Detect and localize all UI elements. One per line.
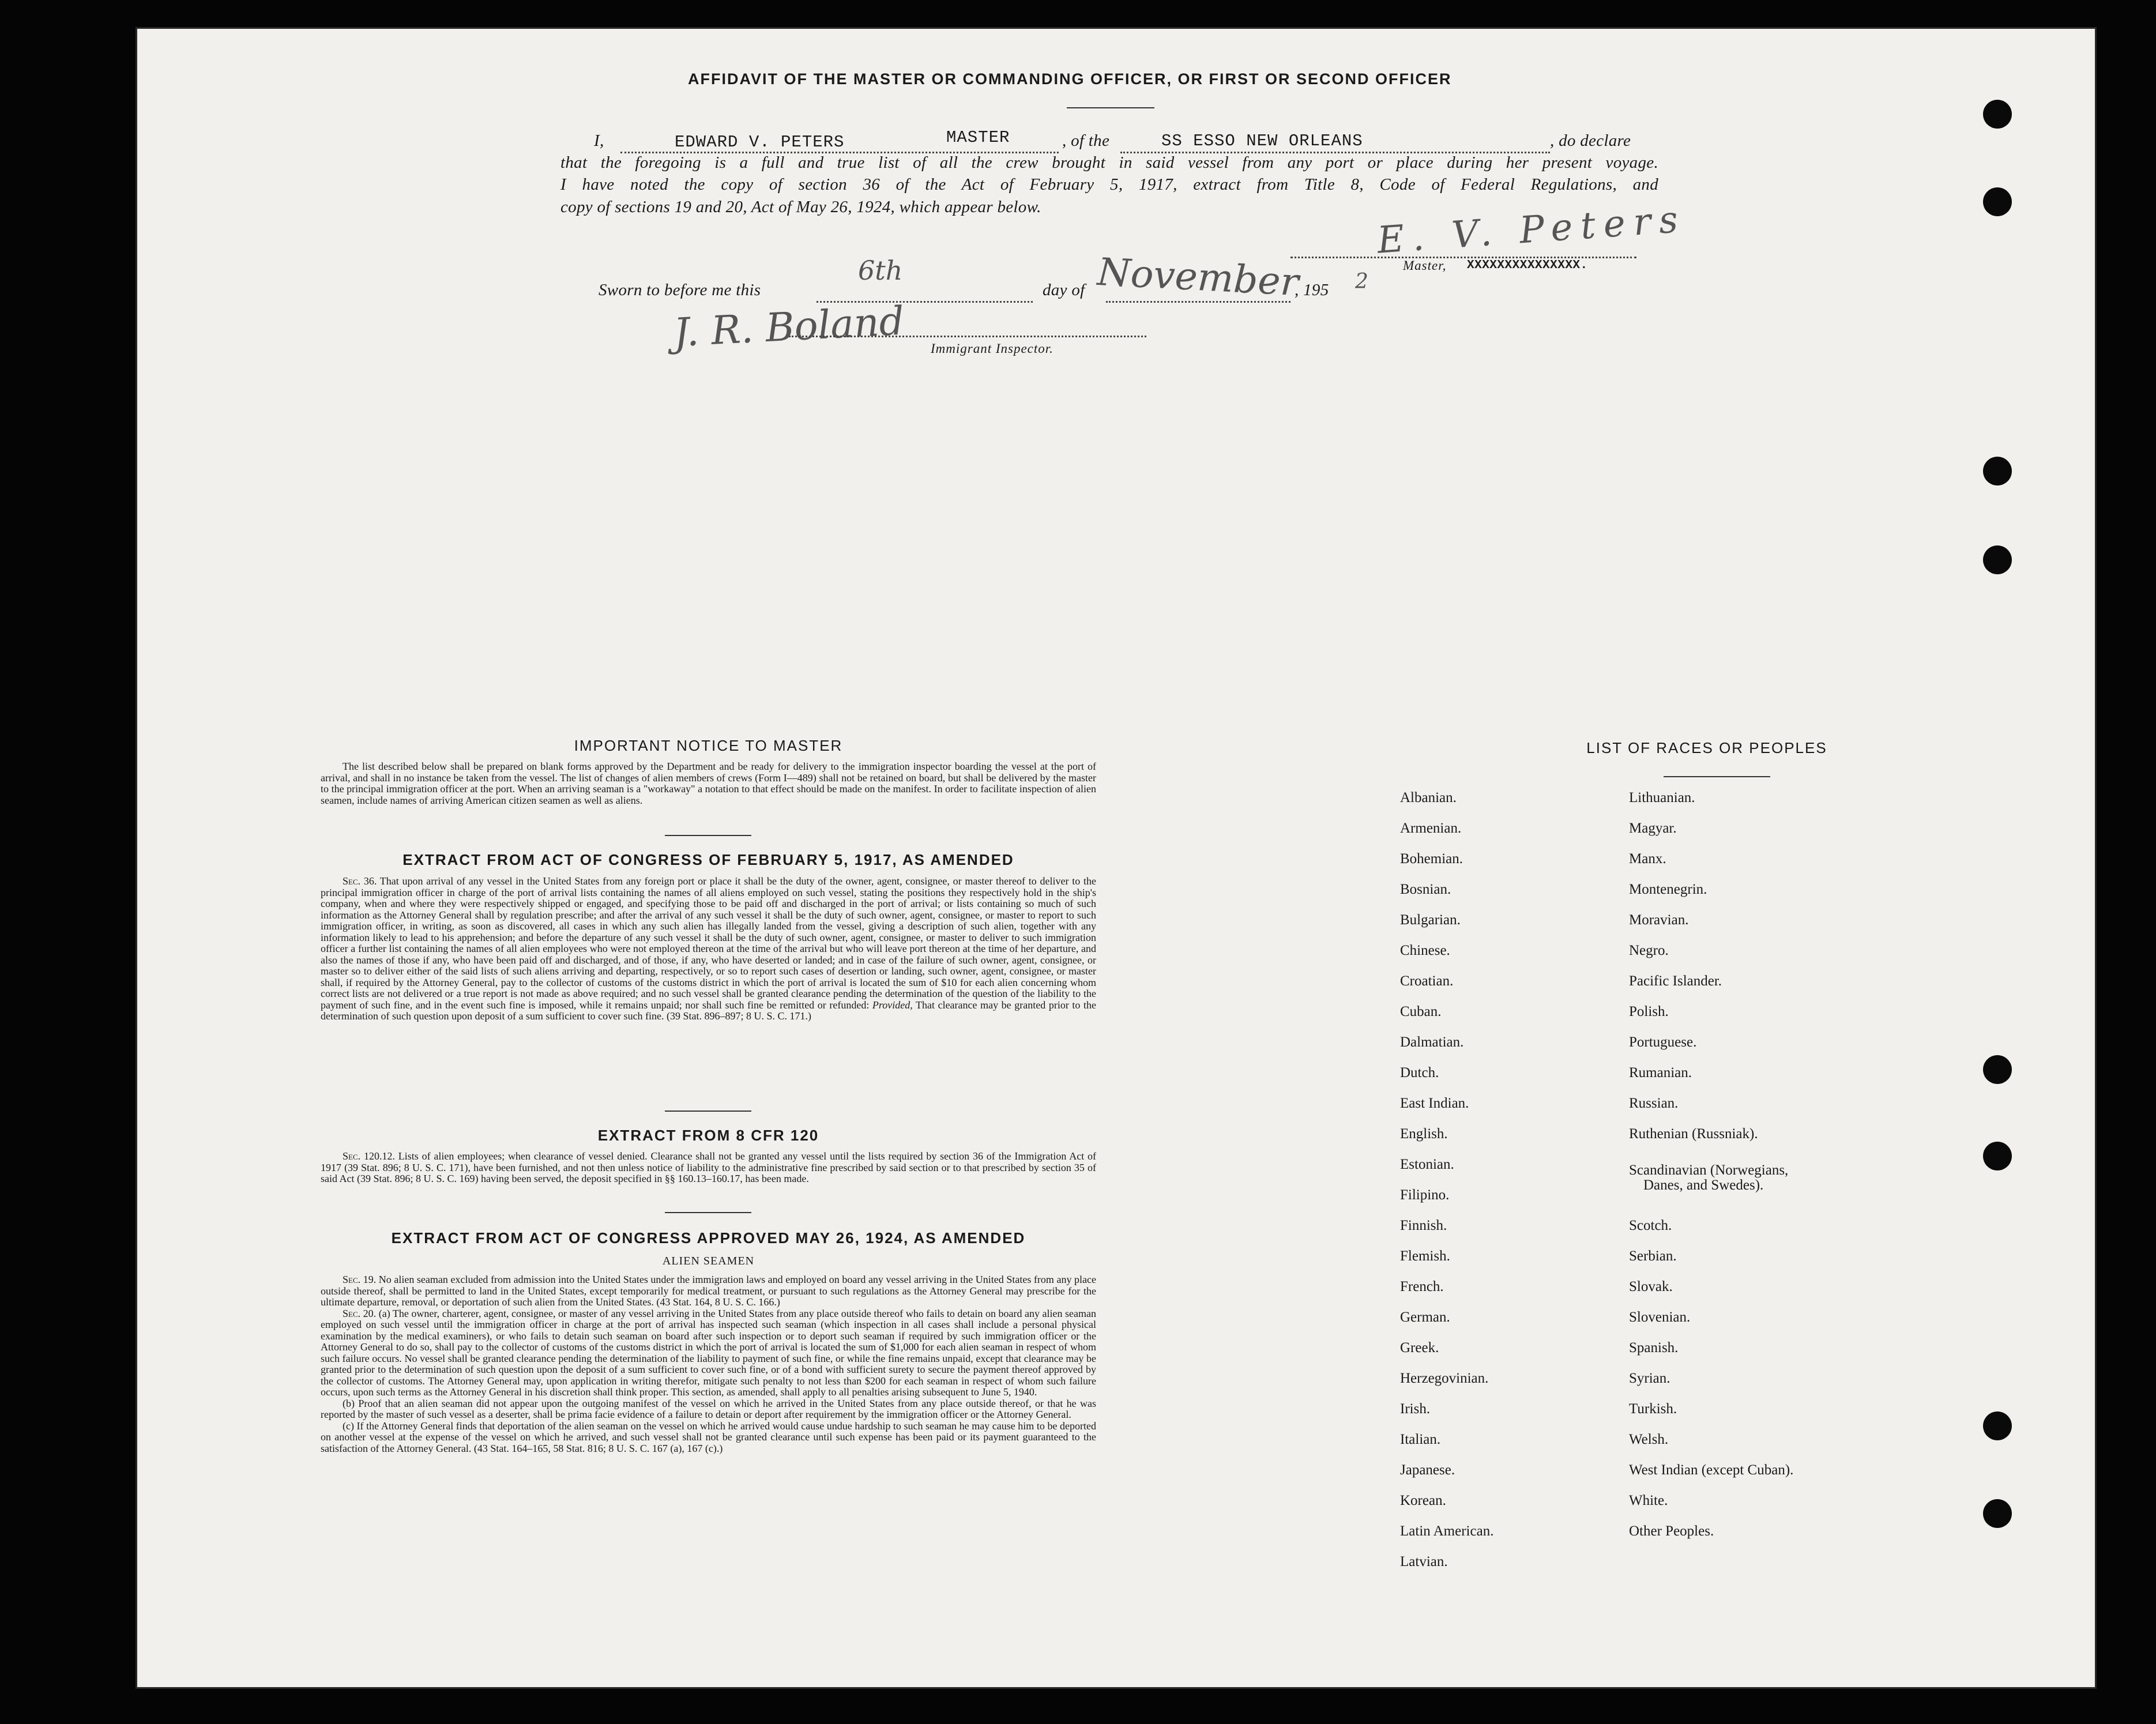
binder-hole	[1983, 1411, 2012, 1440]
of-the-label: , of the	[1062, 131, 1110, 150]
declaration-line-2: that the foregoing is a full and true list of all the crew brought in said vessel from any port or place during her present voyage.	[560, 153, 1658, 172]
race-item: Rumanian.	[1629, 1065, 1692, 1081]
binder-hole	[1983, 457, 2012, 485]
binder-hole	[1983, 1142, 2012, 1170]
race-item: Turkish.	[1629, 1401, 1677, 1417]
sec-120-label: Sec. 120.12.	[343, 1150, 395, 1162]
race-item: Latin American.	[1400, 1523, 1494, 1539]
sec-36-label: Sec. 36.	[343, 875, 377, 887]
races-title: LIST OF RACES OR PEOPLES	[1586, 739, 1827, 756]
extract-8cfr-title: EXTRACT FROM 8 CFR 120	[597, 1127, 819, 1144]
vessel-name: SS ESSO NEW ORLEANS	[1161, 131, 1363, 150]
race-item: Portuguese.	[1629, 1034, 1697, 1050]
sec-20-label: Sec. 20.	[343, 1307, 377, 1319]
race-item: English.	[1400, 1126, 1448, 1142]
race-item: Serbian.	[1629, 1248, 1677, 1264]
race-item: Russian.	[1629, 1096, 1679, 1111]
master-signature-line	[1290, 257, 1636, 258]
race-item: West Indian (except Cuban).	[1629, 1462, 1794, 1478]
race-item: Chinese.	[1400, 943, 1450, 958]
section-rule	[665, 1111, 751, 1112]
race-item: Bosnian.	[1400, 882, 1451, 897]
sec-20b-paragraph: (b) Proof that an alien seaman did not appear upon the outgoing manifest of the vessel on which he arrived in the United States from any place outside thereof, or that he was reported by the master of such vessel as a deserter, shall be prima facie evidence of a failure to detain or deport after requirement by the immigration officer or the Attorney General.	[321, 1397, 1096, 1420]
struck-officer-title: XXXXXXXXXXXXXXX.	[1467, 259, 1588, 272]
sec-19-paragraph	[321, 1274, 1096, 1308]
race-item: Albanian.	[1400, 790, 1457, 805]
race-item: Herzegovinian.	[1400, 1371, 1489, 1386]
race-item: East Indian.	[1400, 1096, 1469, 1111]
month-value: November	[1096, 249, 1300, 305]
race-item: Manx.	[1629, 851, 1666, 867]
sec-36-text-end: That clearance may be granted prior to the determination of such question upon deposit of a sum sufficient to cover such fine. (39 Stat. 896–897; 8 U. S. C. 171.)	[321, 999, 1096, 1022]
sec-120-text: Lists of alien employees; when clearance of vessel denied. Clearance shall not be granted any vessel until the lists required by section 36 of the Immigration Act of 1917 (39 Stat. 896; 8 U. S. C. 171), have been furnished, and not then unless notice of liability to the administrative fine prescribed by said section or to that prescribed by section 35 of said Act (39 Stat. 896; 8 U. S. C. 169) having been served, the deposit specified in §§ 160.13–160.17, has been made.	[321, 1150, 1097, 1184]
race-item: Slovak.	[1629, 1279, 1673, 1294]
inspector-signature: J. R. Boland	[672, 298, 905, 356]
race-item: Greek.	[1400, 1340, 1439, 1356]
master-rank: MASTER	[946, 128, 1010, 147]
extract-1924-title: EXTRACT FROM ACT OF CONGRESS APPROVED MAY 26, 1924, AS AMENDED	[391, 1229, 1026, 1247]
race-item: Negro.	[1629, 943, 1669, 958]
notice-title: IMPORTANT NOTICE TO MASTER	[574, 737, 843, 754]
race-item: Filipino.	[1400, 1187, 1450, 1203]
race-item: Bohemian.	[1400, 851, 1463, 867]
declaration-line-3: I have noted the copy of section 36 of the Act of February 5, 1917, extract from Title 8, Code of Federal Regulations, and	[560, 175, 1658, 194]
extract-1917-title: EXTRACT FROM ACT OF CONGRESS OF FEBRUARY 5, 1917, AS AMENDED	[402, 851, 1014, 868]
race-item: French.	[1400, 1279, 1444, 1294]
race-item: Ruthenian (Russniak).	[1629, 1126, 1758, 1142]
race-item: Croatian.	[1400, 973, 1454, 989]
year-prefix: , 195	[1295, 281, 1329, 299]
sec-36-text: That upon arrival of any vessel in the United States from any foreign port or place it shall be the duty of the owner, agent, consignee, or master thereof to deliver to the principal immigration officer in charge of the port of arrival lists containing the names of all aliens employed on such vessel, stating the positions they respectively hold in the ship's company, when and where they were respectively shipped or engaged, and specifying those to be paid off and discharged in the port of arrival; or lists containing so much of such information as the Attorney General shall by regulation prescribe; and after the arrival of any such vessel it shall be the duty of such owner, agent, consignee, or master to report to such immigration officer, in writing, as soon as discovered, all cases in which any such alien has illegally landed from the vessel, giving a description of such alien, together with any information likely to lead to his apprehension; and before the departure of any such vessel it shall be the duty of such owner, agent, consignee, or master to deliver to such immigration officer a further list containing the names of all alien employees who were not employed thereon at the time of the arrival but who will leave port thereon at the time of her departure, and also the names of those if any, who have been paid off and discharged, and of those, if any, who have deserted or landed; and in case of the failure of such owner, agent, consignee, or master so to deliver either of the said lists of such aliens arriving and departing, respectively, or so to report such cases of desertion or landing, such owner, agent, consignee, or master shall, if required by the Attorney General, pay to the collector of customs of the customs district in which the port of arrival is located the sum of $10 for each alien concerning whom correct lists are not delivered or a true report is not made as above required; and no such vessel shall be granted clearance pending the determination of the question of the liability to the payment of such fine, and in the event such fine is imposed, while it remains unpaid; nor shall such fine be remitted or refunded:	[321, 875, 1096, 1011]
race-item: Moravian.	[1629, 912, 1689, 928]
sec-19-label: Sec. 19.	[343, 1274, 377, 1285]
sec-19-text: No alien seaman excluded from admission into the United States under the immigration laws and employed on board any vessel arriving in the United States from any place outside thereof, shall be permitted to land in the United States, except temporarily for medical treatment, or pursuant to such regulations as the Attorney General may prescribe for the ultimate departure, removal, or deportation of such alien from the United States. (43 Stat. 164, 8 U. S. C. 166.)	[321, 1274, 1097, 1308]
race-item: Slovenian.	[1629, 1309, 1691, 1325]
race-item: Cuban.	[1400, 1004, 1442, 1019]
inspector-line	[789, 336, 1146, 337]
race-item: Pacific Islander.	[1629, 973, 1722, 989]
binder-hole	[1983, 1055, 2012, 1084]
race-item: Lithuanian.	[1629, 790, 1695, 805]
do-declare-label: , do declare	[1550, 131, 1631, 150]
race-item: Scotch.	[1629, 1218, 1672, 1233]
race-item: Irish.	[1400, 1401, 1431, 1417]
race-item: Syrian.	[1629, 1371, 1670, 1386]
binder-hole	[1983, 1499, 2012, 1528]
day-value: 6th	[858, 255, 903, 286]
extract-1924-body	[321, 1274, 1096, 1454]
declaration-line-4: copy of sections 19 and 20, Act of May 26, 1924, which appear below.	[560, 198, 1041, 216]
race-item: Japanese.	[1400, 1462, 1455, 1478]
race-item: Welsh.	[1629, 1432, 1669, 1447]
sworn-label: Sworn to before me this	[599, 281, 761, 299]
i-label: I,	[594, 131, 604, 150]
master-caption: Master,	[1403, 258, 1447, 273]
race-item: Danes, and Swedes).	[1643, 1177, 1764, 1193]
binder-hole	[1983, 187, 2012, 216]
race-item: Other Peoples.	[1629, 1523, 1714, 1539]
master-signature: E. V. Peters	[1376, 198, 1688, 262]
title-rule	[1067, 107, 1154, 108]
sec-20a-text: (a) The owner, charterer, agent, consignee, or master of any vessel arriving in the United States from any place outside thereof who fails to detain on board any alien seaman employed on such vessel until the immigration officer in charge at the port of arrival has inspected such seaman (which inspection in all cases shall include a personal physical examination by the medical examiners), or who fails to detain such seaman on board after such inspection or to deport such seaman if required by such immigration officer or the Attorney General to do so, shall pay to the collector of customs of the customs district in which the port of arrival is located the sum of $1,000 for each alien seaman in respect of whom such failure occurs. No vessel shall be granted clearance pending the determination of the liability to payment of such fine, or while the fine remains unpaid, except that clearance may be granted prior to the determination of such question upon the deposit of a sum sufficient to cover such fine, or of a bond with sufficient surety to secure the payment thereof approved by the collector of customs. The Attorney General may, upon application in writing therefor, mitigate such penalty to not less than $200 for each seaman in respect of whom such failure occurs, upon such terms as the Attorney General in his discretion shall think proper. This section, as amended, shall apply to all penalties arising subsequent to June 5, 1940.	[321, 1307, 1097, 1398]
race-item: Estonian.	[1400, 1157, 1454, 1172]
document-page	[137, 29, 2095, 1687]
race-item: Scandinavian (Norwegians,	[1629, 1162, 1789, 1178]
extract-1924-subtitle: ALIEN SEAMEN	[662, 1255, 755, 1267]
section-rule	[665, 835, 751, 836]
race-item: Korean.	[1400, 1493, 1446, 1508]
race-item: Magyar.	[1629, 820, 1677, 836]
races-rule	[1664, 776, 1770, 777]
day-of-label: day of	[1043, 281, 1085, 299]
binder-hole	[1983, 100, 2012, 129]
binder-hole	[1983, 545, 2012, 574]
affidavit-title: AFFIDAVIT OF THE MASTER OR COMMANDING OFFICER, OR FIRST OR SECOND OFFICER	[688, 70, 1452, 88]
race-item: Armenian.	[1400, 820, 1462, 836]
race-item: Polish.	[1629, 1004, 1669, 1019]
race-item: White.	[1629, 1493, 1668, 1508]
notice-text: The list described below shall be prepared on blank forms approved by the Department and be ready for delivery to the immigration inspector boarding the vessel at the port of arrival, and shall in no instance be taken from the vessel. The list of changes of alien members of crews (Form I—489) shall not be retained on board, but shall be delivered by the master to the principal immigration officer at the port. When an arriving seaman is a "workaway" a notation to that effect should be made on the manifest. In order to facilitate inspection of alien seamen, include names of arriving American citizen seamen as well as aliens.	[321, 761, 1096, 806]
master-name: EDWARD V. PETERS	[675, 133, 845, 152]
race-item: Latvian.	[1400, 1554, 1448, 1569]
race-item: Italian.	[1400, 1432, 1441, 1447]
sec-20c-paragraph: (c) If the Attorney General finds that deportation of the alien seaman on the vessel on which he arrived would cause undue hardship to such seaman he may cause him to be deported on another vessel at the expense of the vessel on which he arrived, and such vessel shall not be granted clearance until such expense has been paid or its payment guaranteed to the satisfaction of the Attorney General. (43 Stat. 164–165, 58 Stat. 816; 8 U. S. C. 167 (a), 167 (c).)	[321, 1420, 1096, 1454]
race-item: Bulgarian.	[1400, 912, 1461, 928]
race-item: Spanish.	[1629, 1340, 1679, 1356]
race-item: Dutch.	[1400, 1065, 1439, 1081]
race-item: Flemish.	[1400, 1248, 1450, 1264]
race-item: Montenegrin.	[1629, 882, 1707, 897]
extract-8cfr-text	[321, 1151, 1096, 1185]
provided-word: Provided,	[872, 999, 913, 1011]
year-suffix: 2	[1355, 270, 1368, 293]
race-item: Dalmatian.	[1400, 1034, 1464, 1050]
section-rule	[665, 1212, 751, 1213]
race-item: German.	[1400, 1309, 1450, 1325]
extract-1917-text	[321, 876, 1096, 1022]
inspector-caption: Immigrant Inspector.	[931, 341, 1053, 356]
race-item: Finnish.	[1400, 1218, 1447, 1233]
sec-20a-paragraph	[321, 1308, 1096, 1398]
